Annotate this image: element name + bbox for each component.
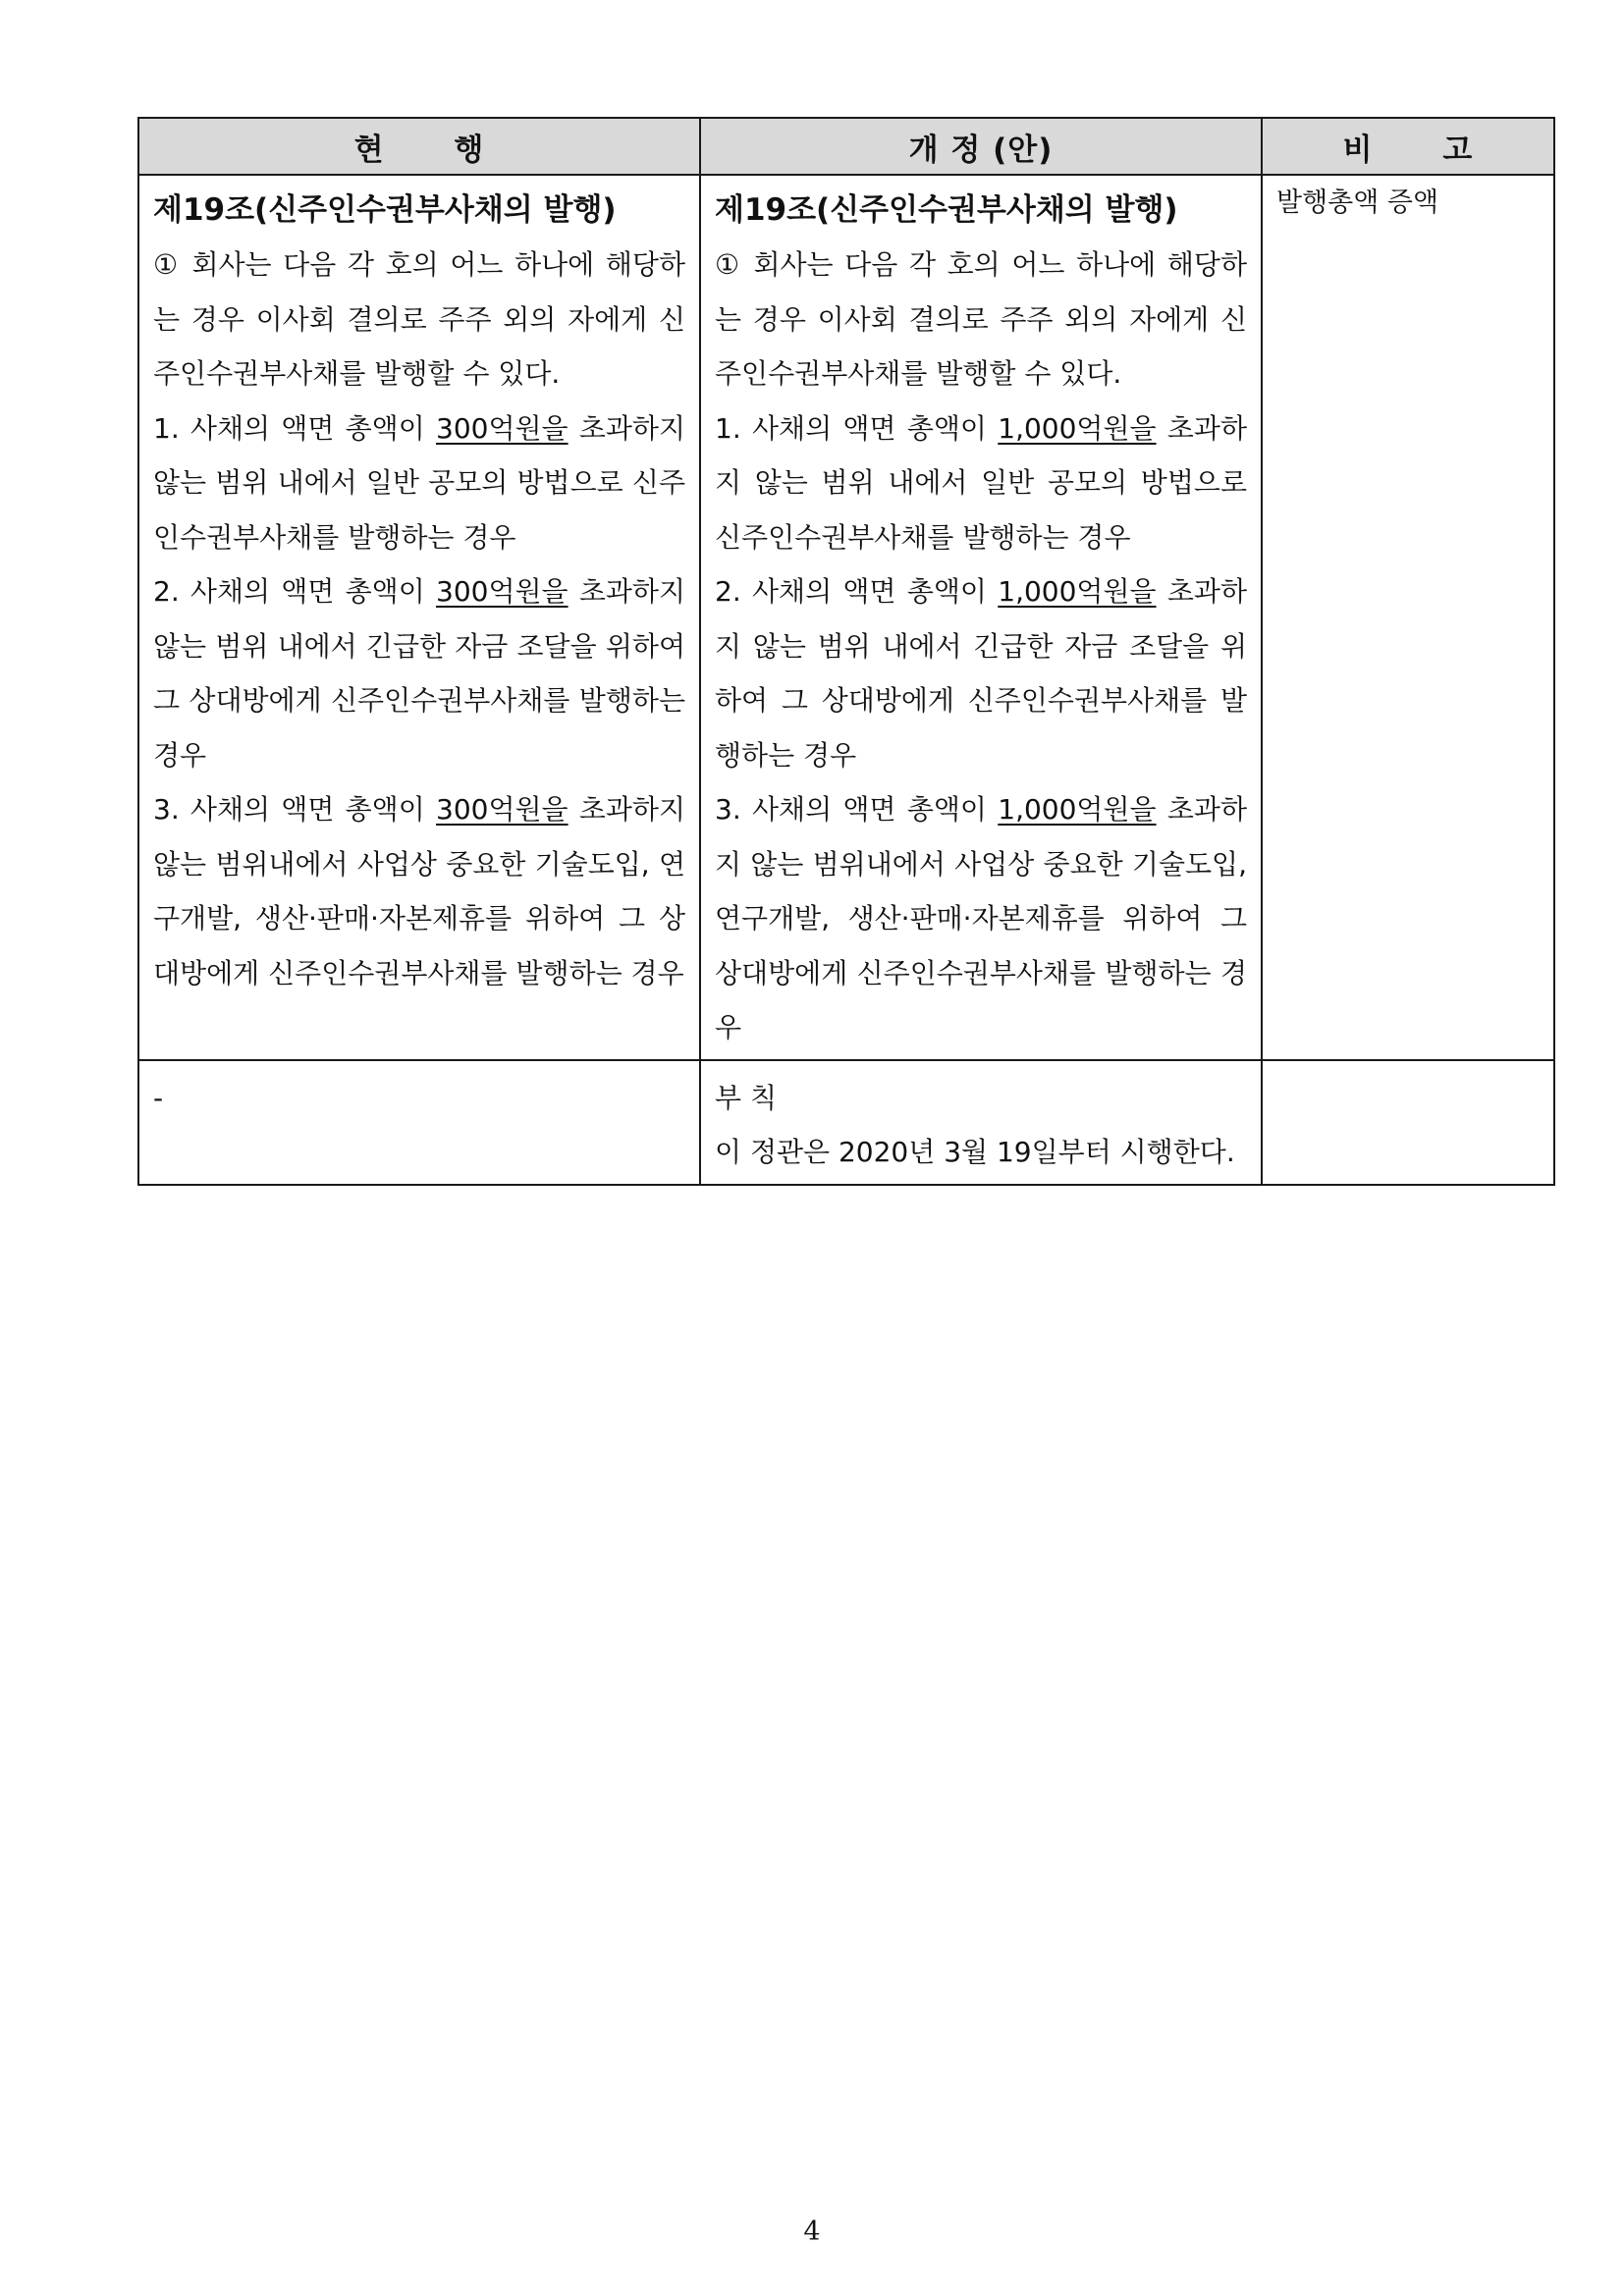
appendix-heading: 부 칙 — [715, 1081, 777, 1114]
item-text: 2. 사채의 액면 총액이 — [153, 575, 436, 608]
current-item-2 — [153, 564, 685, 782]
page-number: 4 — [803, 2216, 821, 2247]
item-text: 초과하지 않는 범위 내에서 일반 공모의 방법으로 신주인수권부사채를 발행하는 경우 — [153, 411, 686, 554]
table-row — [138, 1060, 1554, 1185]
item-text: 1. 사채의 액면 총액이 — [153, 411, 436, 445]
underlined-amount: 300억원을 — [436, 411, 568, 445]
current-item-1 — [153, 401, 685, 565]
revised-item-2 — [715, 564, 1247, 782]
current-article-cell — [138, 175, 700, 1060]
current-article-intro: ① 회사는 다음 각 호의 어느 하나에 해당하는 경우 이사회 결의로 주주 외의 자에게 신주인수권부사채를 발행할 수 있다. — [153, 248, 685, 390]
header-current: 현 행 — [138, 118, 700, 175]
revised-article-cell — [700, 175, 1262, 1060]
revised-appendix-cell — [700, 1060, 1262, 1185]
item-text: 초과하지 않는 범위내에서 사업상 중요한 기술도입, 연구개발, 생산·판매·자본제휴를 위하여 그 상대방에게 신주인수권부사채를 발행하는 경우 — [715, 793, 1248, 1043]
table-header-row — [138, 118, 1554, 175]
appendix-note-cell — [1262, 1060, 1554, 1185]
table-row — [138, 175, 1554, 1060]
item-text: 3. 사채의 액면 총액이 — [153, 793, 436, 826]
note-cell: 발행총액 증액 — [1262, 175, 1554, 1060]
amendment-comparison-table — [137, 117, 1555, 1186]
revised-article-intro: ① 회사는 다음 각 호의 어느 하나에 해당하는 경우 이사회 결의로 주주 외의 자에게 신주인수권부사채를 발행할 수 있다. — [715, 248, 1247, 390]
revised-item-3 — [715, 782, 1247, 1055]
item-text: 초과하지 않는 범위 내에서 긴급한 자금 조달을 위하여 그 상대방에게 신주인수권부사채를 발행하는 경우 — [153, 575, 686, 772]
underlined-amount: 1,000억원을 — [998, 575, 1157, 608]
underlined-amount: 1,000억원을 — [998, 793, 1157, 826]
item-text: 2. 사채의 액면 총액이 — [715, 575, 999, 608]
current-article-title: 제19조(신주인수권부사채의 발행) — [153, 192, 617, 228]
item-text: 초과하지 않는 범위 내에서 긴급한 자금 조달을 위하여 그 상대방에게 신주인수권부사채를 발행하는 경우 — [715, 575, 1248, 772]
current-appendix-cell: - — [138, 1060, 700, 1185]
underlined-amount: 300억원을 — [436, 575, 568, 608]
revised-article-title: 제19조(신주인수권부사채의 발행) — [715, 192, 1178, 228]
underlined-amount: 1,000억원을 — [998, 411, 1157, 445]
appendix-text: 이 정관은 2020년 3월 19일부터 시행한다. — [715, 1136, 1235, 1168]
underlined-amount: 300억원을 — [436, 793, 568, 826]
revised-item-1 — [715, 401, 1247, 565]
header-revised: 개 정 (안) — [700, 118, 1262, 175]
item-text: 3. 사채의 액면 총액이 — [715, 793, 999, 826]
header-note: 비 고 — [1262, 118, 1554, 175]
current-item-3 — [153, 782, 685, 1000]
item-text: 초과하지 않는 범위 내에서 일반 공모의 방법으로 신주인수권부사채를 발행하는 경우 — [715, 411, 1248, 554]
item-text: 초과하지 않는 범위내에서 사업상 중요한 기술도입, 연구개발, 생산·판매·자본제휴를 위하여 그 상대방에게 신주인수권부사채를 발행하는 경우 — [153, 793, 686, 989]
item-text: 1. 사채의 액면 총액이 — [715, 411, 999, 445]
